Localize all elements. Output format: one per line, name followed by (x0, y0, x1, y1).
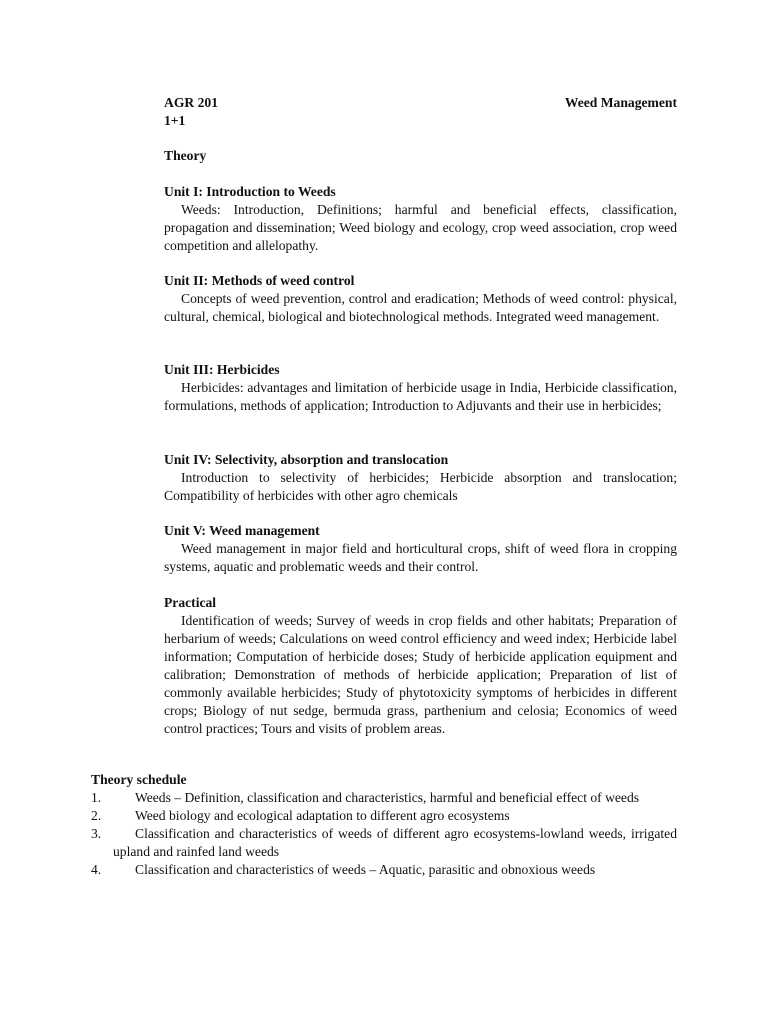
list-item-number: 3. (91, 826, 102, 841)
unit-4-title: Unit IV: Selectivity, absorption and translocation (164, 452, 449, 467)
list-item-text: Weed biology and ecological adaptation to different agro ecosystems (135, 808, 510, 823)
list-item (91, 861, 677, 879)
unit-4-text: Introduction to selectivity of herbicides; Herbicide absorption and translocation; Compatibility of herbicides with other agro chemicals (164, 470, 677, 503)
unit-3-title: Unit III: Herbicides (164, 362, 280, 377)
unit-5-title: Unit V: Weed management (164, 523, 320, 538)
practical-text: Identification of weeds; Survey of weeds in crop fields and other habitats; Preparation of herbarium of weeds; Calculations on weed control efficiency and weed index; Herbicide label information; Computation of herbicide doses; Study of herbicide application equipment and calibration; Demonstration of methods of herbicide application; Preparation of list of commonly available herbicides; Study of phytotoxicity symptoms of herbicides in different crops; Biology of nut sedge, bermuda grass, parthenium and celosia; Economics of weed control practices; Tours and visits of problem areas. (164, 613, 677, 736)
course-header (164, 94, 677, 112)
schedule-title: Theory schedule (91, 772, 187, 787)
unit-2-text: Concepts of weed prevention, control and eradication; Methods of weed control: physical, cultural, chemical, biological and biotechnological methods. Integrated weed management. (164, 291, 677, 324)
list-item-number: 4. (91, 862, 102, 877)
theory-heading: Theory (164, 148, 207, 163)
unit-3-text: Herbicides: advantages and limitation of herbicide usage in India, Herbicide classification, formulations, methods of application; Introduction to Adjuvants and their use in herbicides; (164, 380, 677, 413)
list-item-text: Classification and characteristics of weeds – Aquatic, parasitic and obnoxious weeds (135, 862, 596, 877)
list-item-number: 1. (91, 790, 102, 805)
list-item (91, 807, 677, 825)
unit-2-title: Unit II: Methods of weed control (164, 273, 355, 288)
list-item-number: 2. (91, 808, 102, 823)
schedule-list (91, 789, 677, 879)
list-item (91, 789, 677, 807)
practical-title: Practical (164, 595, 217, 610)
list-item-text: Classification and characteristics of weeds of different agro ecosystems-lowland weeds, irrigated upland and rainfed land weeds (113, 826, 677, 859)
course-credits: 1+1 (164, 113, 186, 128)
unit-1-title: Unit I: Introduction to Weeds (164, 184, 336, 199)
course-title: Weed Management (564, 95, 677, 110)
list-item (91, 825, 677, 861)
unit-5-text: Weed management in major field and horticultural crops, shift of weed flora in cropping systems, aquatic and problematic weeds and their control. (164, 541, 677, 574)
unit-1-text: Weeds: Introduction, Definitions; harmful and beneficial effects, classification, propagation and dissemination; Weed biology and ecology, crop weed association, crop weed competition and allelopathy. (164, 202, 677, 253)
list-item-text: Weeds – Definition, classification and characteristics, harmful and beneficial effect of weeds (135, 790, 640, 805)
course-code: AGR 201 (164, 95, 218, 110)
